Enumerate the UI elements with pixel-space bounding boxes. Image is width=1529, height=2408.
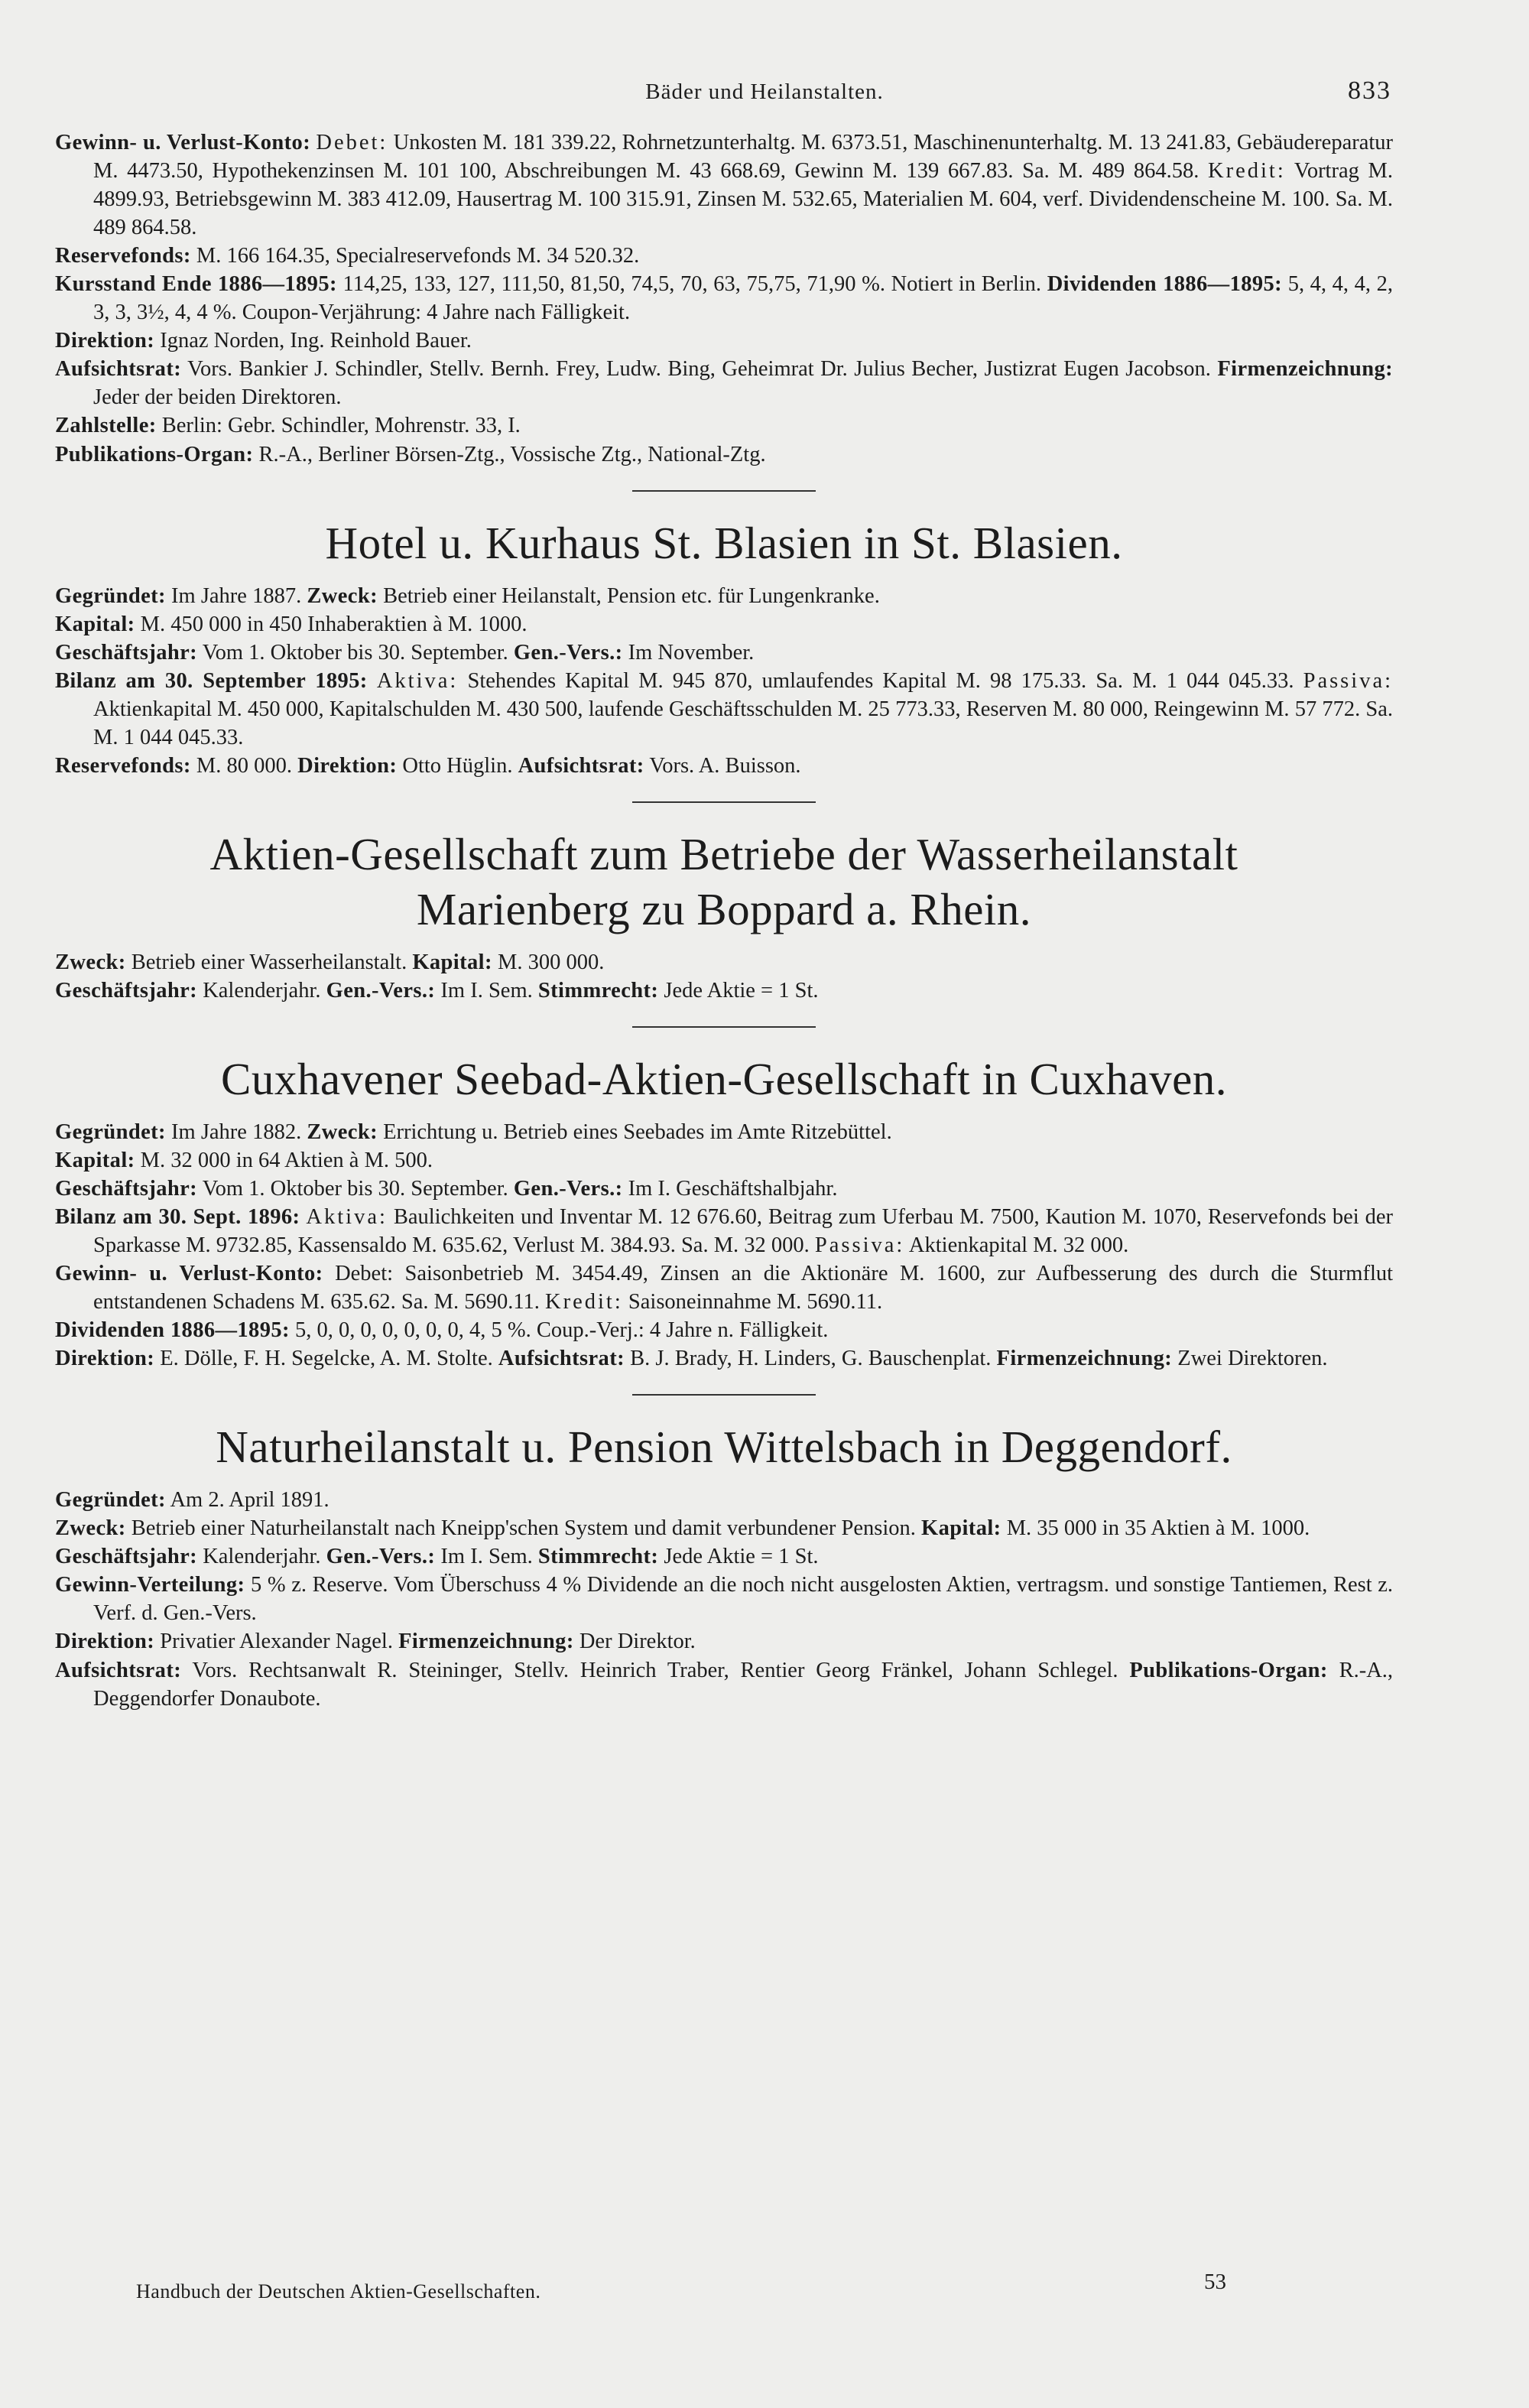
label-geschaeftsjahr: Geschäftsjahr: [55, 640, 198, 665]
text-direktion: Otto Hüglin. [402, 753, 513, 778]
paragraph-bilanz [55, 667, 1393, 752]
text-stimmrecht: Jede Aktie = 1 St. [664, 1545, 819, 1569]
section-divider [632, 1394, 816, 1396]
text-reservefonds: M. 80 000. [196, 753, 292, 778]
label-gen-vers: Gen.-Vers.: [326, 1545, 436, 1569]
text-aktiva: Baulichkeiten und Inventar M. 12 676.60, Beitrag zum Uferbau M. 7500, Kaution M. 1070, Reservefonds bei der Sparkasse M. 9732.85, Kassensaldo M. 635.62, Verlust M. 384.93. Sa. M. 32 000. [93, 1205, 1394, 1258]
text-aufsichtsrat: Vors. Rechtsanwalt R. Steininger, Stellv. Heinrich Traber, Rentier Georg Fränkel, Johann Schlegel. [192, 1658, 1118, 1682]
text-zweck: Betrieb einer Heilanstalt, Pension etc. für Lungenkranke. [383, 583, 880, 608]
text-kursstand: 114,25, 133, 127, 111,50, 81,50, 74,5, 70, 63, 75,75, 71,90 %. Notiert in Berlin. [342, 272, 1042, 297]
paragraph-dividenden [55, 1316, 1393, 1344]
label-direktion: Direktion: [55, 1347, 155, 1371]
text-aufsichtsrat: B. J. Brady, H. Linders, G. Bauschenplat. [630, 1347, 992, 1371]
text-dividenden: 5, 4, 4, 4, 2, 3, 3, 3½, 4, 4 %. Coupon-Verjährung: 4 Jahre nach Fälligkeit. [93, 272, 1394, 325]
text-kredit: Vortrag M. 4899.93, Betriebsgewinn M. 383 412.09, Hausertrag M. 100 315.91, Zinsen M. 532.65, Materialien M. 604, verf. Dividendenscheine M. 100. Sa. M. 489 864.58. [93, 159, 1393, 240]
label-aufsichtsrat: Aufsichtsrat: [498, 1347, 625, 1371]
entry-title-line-2: Marienberg zu Boppard a. Rhein. [416, 883, 1032, 934]
paragraph-kapital [55, 1146, 1393, 1175]
text-aktiva: Stehendes Kapital M. 945 870, umlaufendes Kapital M. 98 175.33. Sa. M. 1 044 045.33. [467, 668, 1294, 693]
paragraph-kapital [55, 610, 1393, 639]
entry-cuxhaven [55, 1052, 1393, 1373]
section-divider [632, 1026, 816, 1028]
label-gegruendet: Gegründet: [55, 1488, 166, 1513]
text-debet: Unkosten M. 181 339.22, Rohrnetzunterhaltg. M. 6373.51, Maschinenunterhaltg. M. 13 241.83, Gebäudereparatur M. 4473.50, Hypothekenzinsen M. 101 100, Abschreibungen M. 43 668.69, Gewinn M. 139 667.83. Sa. M. 489 864.58. [93, 131, 1394, 184]
paragraph-gegruendet [55, 582, 1393, 610]
text-kapital: M. 300 000. [498, 950, 605, 974]
paragraph-reservefonds [55, 752, 1393, 780]
text-direktion: E. Dölle, F. H. Segelcke, A. M. Stolte. [160, 1347, 493, 1371]
label-zahlstelle: Zahlstelle: [55, 414, 157, 438]
label-gen-vers: Gen.-Vers.: [513, 640, 623, 665]
entry-marienberg [55, 827, 1393, 1005]
paragraph-aufsichtsrat [55, 1656, 1393, 1713]
text-geschaeftsjahr: Vom 1. Oktober bis 30. September. [202, 640, 508, 665]
section-divider [632, 801, 816, 803]
label-aufsichtsrat: Aufsichtsrat: [518, 753, 644, 778]
label-geschaeftsjahr: Geschäftsjahr: [55, 1176, 198, 1201]
label-zweck: Zweck: [307, 583, 378, 608]
paragraph-bilanz [55, 1203, 1393, 1259]
label-passiva: Passiva: [814, 1233, 905, 1258]
paragraph-geschaeftsjahr [55, 977, 1393, 1005]
footer-book-title: Handbuch der Deutschen Aktien-Gesellschaften. [136, 2280, 541, 2302]
label-aufsichtsrat: Aufsichtsrat: [55, 1658, 182, 1682]
label-gegruendet: Gegründet: [55, 1120, 166, 1144]
page-content [55, 128, 1393, 1713]
text-publikations-organ: R.-A., Berliner Börsen-Ztg., Vossische Ztg., National-Ztg. [258, 442, 766, 466]
label-geschaeftsjahr: Geschäftsjahr: [55, 1545, 198, 1569]
label-aufsichtsrat: Aufsichtsrat: [55, 357, 182, 382]
label-firmenzeichnung: Firmenzeichnung: [1217, 357, 1393, 382]
paragraph-gegruendet [55, 1118, 1393, 1146]
text-gegruendet: Im Jahre 1882. [171, 1120, 302, 1144]
text-publikations-organ: R.-A., Deggendorfer Donaubote. [93, 1658, 1394, 1711]
text-gen-vers: Im November. [628, 640, 755, 665]
label-gewinn-verlust: Gewinn- u. Verlust-Konto: [55, 1262, 323, 1286]
paragraph-gewinn-verlust [55, 128, 1393, 242]
label-firmenzeichnung: Firmenzeichnung: [996, 1347, 1173, 1371]
text-aufsichtsrat: Vors. Bankier J. Schindler, Stellv. Bernh. Frey, Ludw. Bing, Geheimrat Dr. Julius Becher, Justizrat Eugen Jacobson. [187, 357, 1211, 382]
entry-wittelsbach [55, 1420, 1393, 1712]
entry-title [55, 827, 1393, 938]
text-geschaeftsjahr: Kalenderjahr. [203, 978, 321, 1003]
section-divider [632, 490, 816, 492]
label-publikations-organ: Publikations-Organ: [1129, 1658, 1328, 1682]
label-geschaeftsjahr: Geschäftsjahr: [55, 978, 198, 1003]
text-aufsichtsrat: Vors. A. Buisson. [649, 753, 801, 778]
text-zweck: Betrieb einer Wasserheilanstalt. [131, 950, 407, 974]
text-gegruendet: Am 2. April 1891. [170, 1488, 329, 1513]
text-zweck: Betrieb einer Naturheilanstalt nach Kneipp'schen System und damit verbundener Pension. [131, 1516, 916, 1541]
label-dividenden: Dividenden 1886—1895: [1047, 272, 1283, 297]
paragraph-geschaeftsjahr [55, 1175, 1393, 1203]
label-bilanz: Bilanz am 30. September 1895: [55, 668, 368, 693]
label-firmenzeichnung: Firmenzeichnung: [398, 1630, 574, 1654]
text-kapital: M. 35 000 in 35 Aktien à M. 1000. [1006, 1516, 1310, 1541]
text-kapital: M. 450 000 in 450 Inhaberaktien à M. 1000. [140, 612, 528, 636]
paragraph-zweck [55, 1514, 1393, 1542]
text-firmenzeichnung: Jeder der beiden Direktoren. [93, 385, 342, 410]
label-debet: Debet: [335, 1262, 394, 1286]
label-zweck: Zweck: [307, 1120, 378, 1144]
label-direktion: Direktion: [55, 1630, 155, 1654]
text-firmenzeichnung: Zwei Direktoren. [1177, 1347, 1328, 1371]
text-zweck: Errichtung u. Betrieb eines Seebades im Amte Ritzebüttel. [383, 1120, 892, 1144]
label-kapital: Kapital: [921, 1516, 1001, 1541]
label-zweck: Zweck: [55, 950, 126, 974]
label-kapital: Kapital: [55, 612, 135, 636]
paragraph-gegruendet [55, 1486, 1393, 1514]
paragraph-zahlstelle [55, 411, 1393, 440]
label-gewinn-verlust: Gewinn- u. Verlust-Konto: [55, 131, 311, 154]
text-passiva: Aktienkapital M. 32 000. [908, 1233, 1129, 1258]
sheet-number: 53 [1204, 2270, 1226, 2294]
label-reservefonds: Reservefonds: [55, 244, 191, 268]
label-kapital: Kapital: [412, 950, 492, 974]
text-direktion: Privatier Alexander Nagel. [160, 1630, 393, 1654]
label-direktion: Direktion: [55, 329, 155, 353]
label-zweck: Zweck: [55, 1516, 126, 1541]
label-kredit: Kredit: [1208, 159, 1286, 184]
label-kursstand: Kursstand Ende 1886—1895: [55, 272, 337, 297]
text-gen-vers: Im I. Sem. [440, 978, 533, 1003]
entry-title: Hotel u. Kurhaus St. Blasien in St. Blasien. [325, 517, 1123, 568]
paragraph-direktion [55, 1627, 1393, 1656]
text-zahlstelle: Berlin: Gebr. Schindler, Mohrenstr. 33, I. [161, 414, 521, 438]
paragraph-aufsichtsrat [55, 355, 1393, 411]
label-gen-vers: Gen.-Vers.: [326, 978, 436, 1003]
text-gewinn-verteilung: 5 % z. Reserve. Vom Überschuss 4 % Dividende an die noch nicht ausgelosten Aktien, vertragsm. und sonstige Tantiemen, Rest z. Verf. d. Gen.-Vers. [93, 1573, 1394, 1626]
entry-title-line-1: Aktien-Gesellschaft zum Betriebe der Wasserheilanstalt [209, 828, 1238, 879]
text-kredit: Saisoneinnahme M. 5690.11. [628, 1290, 883, 1314]
text-direktion: Ignaz Norden, Ing. Reinhold Bauer. [160, 329, 472, 353]
text-gegruendet: Im Jahre 1887. [171, 583, 302, 608]
paragraph-publikations-organ [55, 440, 1393, 469]
text-stimmrecht: Jede Aktie = 1 St. [664, 978, 819, 1003]
paragraph-reservefonds [55, 242, 1393, 270]
paragraph-direktion [55, 1344, 1393, 1373]
label-stimmrecht: Stimmrecht: [537, 978, 659, 1003]
label-direktion: Direktion: [297, 753, 398, 778]
paragraph-direktion [55, 327, 1393, 355]
label-dividenden: Dividenden 1886—1895: [55, 1318, 290, 1343]
paragraph-gewinn-verteilung [55, 1571, 1393, 1627]
text-geschaeftsjahr: Kalenderjahr. [203, 1545, 321, 1569]
text-firmenzeichnung: Der Direktor. [579, 1630, 696, 1654]
entry-title: Cuxhavener Seebad-Aktien-Gesellschaft in Cuxhaven. [220, 1053, 1228, 1104]
label-gegruendet: Gegründet: [55, 583, 166, 608]
text-passiva: Aktienkapital M. 450 000, Kapitalschulden M. 430 500, laufende Geschäftsschulden M. 25 773.33, Reserven M. 80 000, Reingewinn M. 57 772. Sa. M. 1 044 045.33. [93, 697, 1393, 749]
text-reservefonds: M. 166 164.35, Specialreservefonds M. 34 520.32. [196, 244, 640, 268]
text-kapital: M. 32 000 in 64 Aktien à M. 500. [140, 1148, 433, 1172]
label-kredit: Kredit: [545, 1290, 623, 1314]
text-debet: Saisonbetrieb M. 3454.49, Zinsen an die Aktionäre M. 1600, zur Aufbesserung des durch die Sturmflut entstandenen Schadens M. 635.62. Sa. M. 5690.11. [93, 1262, 1394, 1314]
label-bilanz: Bilanz am 30. Sept. 1896: [55, 1205, 300, 1229]
paragraph-geschaeftsjahr [55, 1542, 1393, 1571]
entry-continuation [55, 128, 1393, 469]
label-passiva: Passiva: [1303, 668, 1394, 693]
text-gen-vers: Im I. Sem. [440, 1545, 533, 1569]
label-gen-vers: Gen.-Vers.: [513, 1176, 623, 1201]
label-reservefonds: Reservefonds: [55, 753, 191, 778]
paragraph-gewinn-verlust [55, 1259, 1393, 1316]
paragraph-zweck [55, 948, 1393, 977]
entry-st-blasien [55, 516, 1393, 780]
label-aktiva: Aktiva: [306, 1205, 388, 1229]
text-geschaeftsjahr: Vom 1. Oktober bis 30. September. [202, 1176, 508, 1201]
entry-title: Naturheilanstalt u. Pension Wittelsbach in Deggendorf. [216, 1422, 1232, 1473]
paragraph-geschaeftsjahr [55, 639, 1393, 667]
running-head: Bäder und Heilanstalten. [645, 80, 884, 104]
paragraph-kursstand [55, 270, 1393, 327]
label-gewinn-verteilung: Gewinn-Verteilung: [55, 1573, 245, 1597]
page-number: 833 [1348, 76, 1391, 105]
label-stimmrecht: Stimmrecht: [537, 1545, 659, 1569]
text-gen-vers: Im I. Geschäftshalbjahr. [628, 1176, 838, 1201]
label-aktiva: Aktiva: [376, 668, 459, 693]
label-kapital: Kapital: [55, 1148, 135, 1172]
label-debet: Debet: [316, 131, 388, 154]
label-publikations-organ: Publikations-Organ: [55, 442, 254, 466]
text-dividenden: 5, 0, 0, 0, 0, 0, 0, 0, 4, 5 %. Coup.-Verj.: 4 Jahre n. Fälligkeit. [295, 1318, 829, 1343]
